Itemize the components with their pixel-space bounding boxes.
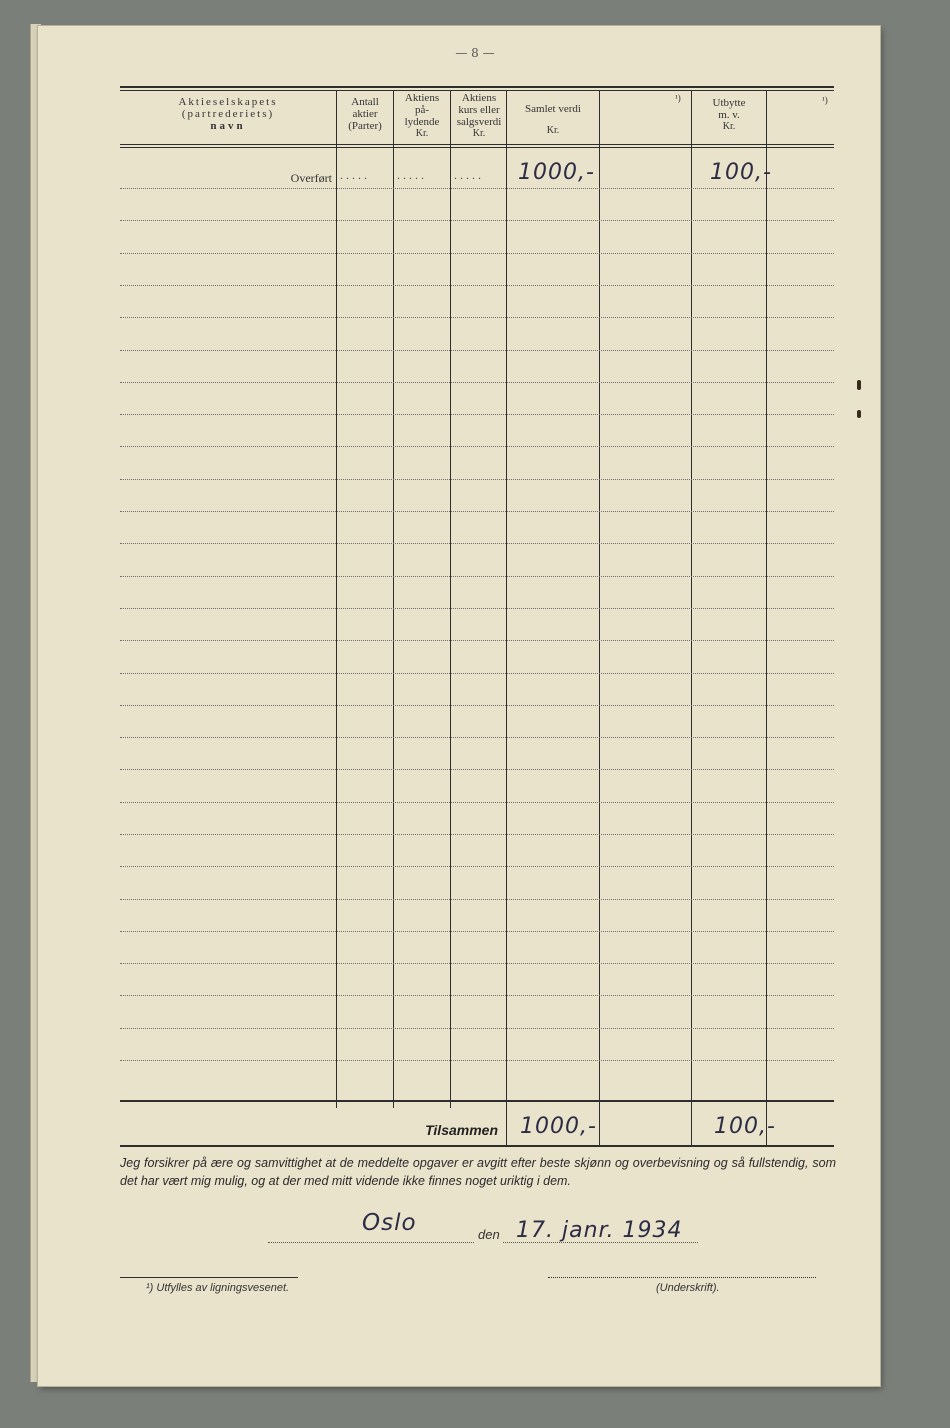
table-row-line <box>120 834 834 835</box>
table-top-rule-thin <box>120 90 834 91</box>
table-row-line <box>120 995 834 996</box>
column-divider <box>336 90 337 1108</box>
column-divider <box>506 90 507 1146</box>
header-market-value: Aktiens kurs eller salgsverdi Kr. <box>456 92 502 139</box>
table-row-line <box>120 899 834 900</box>
signature-label: (Underskrift). <box>656 1282 720 1294</box>
table-row-line <box>120 446 834 447</box>
table-row-line <box>120 479 834 480</box>
table-row-line <box>120 1060 834 1061</box>
carried-dividend-value: 100,- <box>710 160 772 185</box>
table-row-line <box>120 608 834 609</box>
table-row-line <box>120 285 834 286</box>
den-label: den <box>478 1227 500 1242</box>
table-row-line <box>120 414 834 415</box>
dot-leader: ..... <box>397 168 427 182</box>
header-dividend: Utbytte m. v. Kr. <box>712 97 746 132</box>
table-row-line <box>120 382 834 383</box>
table-row-line <box>120 963 834 964</box>
header-footnote-mark: ¹) <box>675 93 681 103</box>
table-row-line <box>120 673 834 674</box>
dot-leader: ..... <box>454 168 484 182</box>
signature-date: 17. janr. 1934 <box>516 1218 683 1243</box>
table-top-rule <box>120 86 834 88</box>
header-company: Aktieselskapets (partrederiets) navn <box>178 96 278 132</box>
place-line <box>268 1242 474 1243</box>
signature-place: Oslo <box>362 1210 417 1236</box>
column-divider <box>766 90 767 1146</box>
footnote-rule <box>120 1277 298 1278</box>
table-row-line <box>120 188 834 189</box>
table-row-line <box>120 1028 834 1029</box>
carried-total-value: 1000,- <box>518 160 595 185</box>
declaration-text: Jeg forsikrer på ære og samvittighet at de meddelte opgaver er avgitt efter beste skjønn og overbevisning og så fullstendig, som det har vært mig mulig, og at der med mitt vidende ikke finnes noget uriktig i dem. <box>120 1156 836 1188</box>
table-row-line <box>120 802 834 803</box>
column-divider <box>599 90 600 1146</box>
total-rule <box>120 1100 834 1102</box>
header-share-count: Antall aktier (Parter) <box>348 96 382 132</box>
table-row-line <box>120 705 834 706</box>
table-row-line <box>120 511 834 512</box>
header-footnote-mark: ¹) <box>822 95 828 105</box>
header-bottom-rule <box>120 144 834 145</box>
table-bottom-rule <box>120 1145 834 1147</box>
header-par-value: Aktiens på- lydende Kr. <box>404 92 440 139</box>
dot-leader: ..... <box>340 168 370 182</box>
page-number: — 8 — <box>455 46 495 60</box>
table-row-line <box>120 769 834 770</box>
total-dividend: 100,- <box>714 1114 776 1139</box>
table-row-line <box>120 543 834 544</box>
total-label: Tilsammen <box>425 1122 498 1138</box>
table-row-line <box>120 220 834 221</box>
carried-forward-label: Overført <box>290 171 332 185</box>
signature-line <box>548 1277 816 1278</box>
column-divider <box>450 90 451 1108</box>
total-value: 1000,- <box>520 1114 597 1139</box>
header-bottom-rule-thin <box>120 147 834 148</box>
table-row-line <box>120 317 834 318</box>
table-row-line <box>120 253 834 254</box>
footnote: ¹) Utfylles av ligningsvesenet. <box>146 1282 290 1294</box>
table-row-line <box>120 737 834 738</box>
column-divider <box>691 90 692 1146</box>
table-row-line <box>120 576 834 577</box>
table-row-line <box>120 350 834 351</box>
table-row-line <box>120 931 834 932</box>
column-divider <box>393 90 394 1108</box>
pin-mark <box>857 380 861 390</box>
pin-mark <box>857 410 861 418</box>
table-row-line <box>120 640 834 641</box>
table-row-line <box>120 866 834 867</box>
header-total-value: Samlet verdi Kr. <box>525 103 581 136</box>
